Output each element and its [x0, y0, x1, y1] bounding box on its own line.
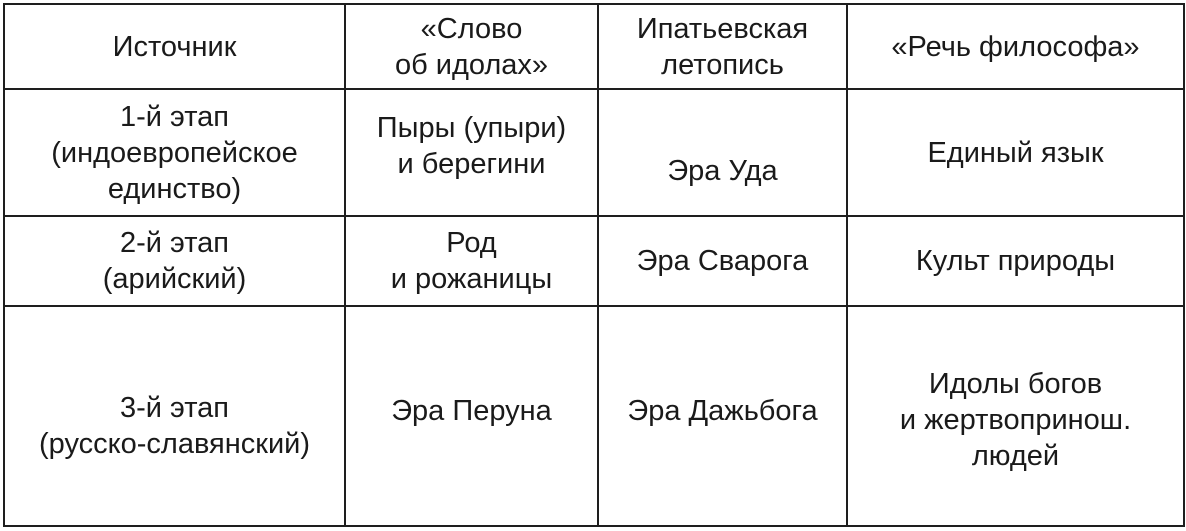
stage-desc-line-1: (арийский): [102, 263, 247, 295]
table-row: [4, 306, 1184, 526]
header-slovo-line-2: об идолах»: [394, 48, 549, 81]
slovo-line-2: и рожаницы: [390, 263, 553, 295]
ipatiev-text: Эра Уда: [667, 154, 778, 187]
header-cell-philosopher: [847, 4, 1184, 89]
slovo-line-1: Пыры (упыри): [376, 111, 567, 144]
philosopher-cell: [847, 89, 1184, 216]
table-header-row: [4, 4, 1184, 89]
stage-cell: [4, 89, 345, 216]
stage-desc-line-1: (индоевропейское: [51, 136, 298, 169]
stage-cell: [4, 306, 345, 526]
ipatiev-cell: [598, 306, 847, 526]
stage-desc-line-2: единство): [107, 172, 242, 205]
slovo-line-1: Род: [446, 227, 497, 259]
slovo-cell: [345, 306, 598, 526]
header-philosopher-text: «Речь философа»: [891, 30, 1140, 63]
philosopher-cell: [847, 306, 1184, 526]
philosopher-cell: [847, 216, 1184, 306]
philosopher-line-1: Идолы богов: [928, 368, 1103, 400]
ipatiev-text: Эра Дажьбога: [627, 395, 818, 427]
table-row: [4, 216, 1184, 306]
slovo-line-2: и берегини: [397, 147, 546, 180]
philosopher-line-3: людей: [971, 440, 1060, 472]
ipatiev-cell: [598, 89, 847, 216]
philosopher-text: Единый язык: [927, 136, 1104, 169]
comparison-table: [3, 3, 1185, 527]
header-cell-ipatiev: [598, 4, 847, 89]
header-source-text: Источник: [112, 30, 237, 63]
header-ipatiev-line-2: летопись: [661, 48, 784, 81]
slovo-cell: [345, 89, 598, 216]
header-cell-source: [4, 4, 345, 89]
stage-desc-line-1: (русско-славянский): [38, 428, 311, 460]
slovo-text: Эра Перуна: [391, 395, 552, 427]
stage-title: 3-й этап: [120, 392, 229, 424]
ipatiev-cell: [598, 216, 847, 306]
philosopher-line-2: и жертвопринош.: [899, 404, 1132, 436]
stage-title: 1-й этап: [120, 100, 229, 133]
ipatiev-text: Эра Сварога: [636, 245, 809, 277]
header-cell-slovo: [345, 4, 598, 89]
header-slovo-line-1: «Слово: [420, 12, 523, 45]
table-row: [4, 89, 1184, 216]
stage-title: 2-й этап: [120, 227, 229, 259]
slovo-cell: [345, 216, 598, 306]
philosopher-text: Культ природы: [915, 245, 1116, 277]
comparison-table-container: [3, 3, 1183, 527]
stage-cell: [4, 216, 345, 306]
header-ipatiev-line-1: Ипатьевская: [636, 12, 809, 45]
